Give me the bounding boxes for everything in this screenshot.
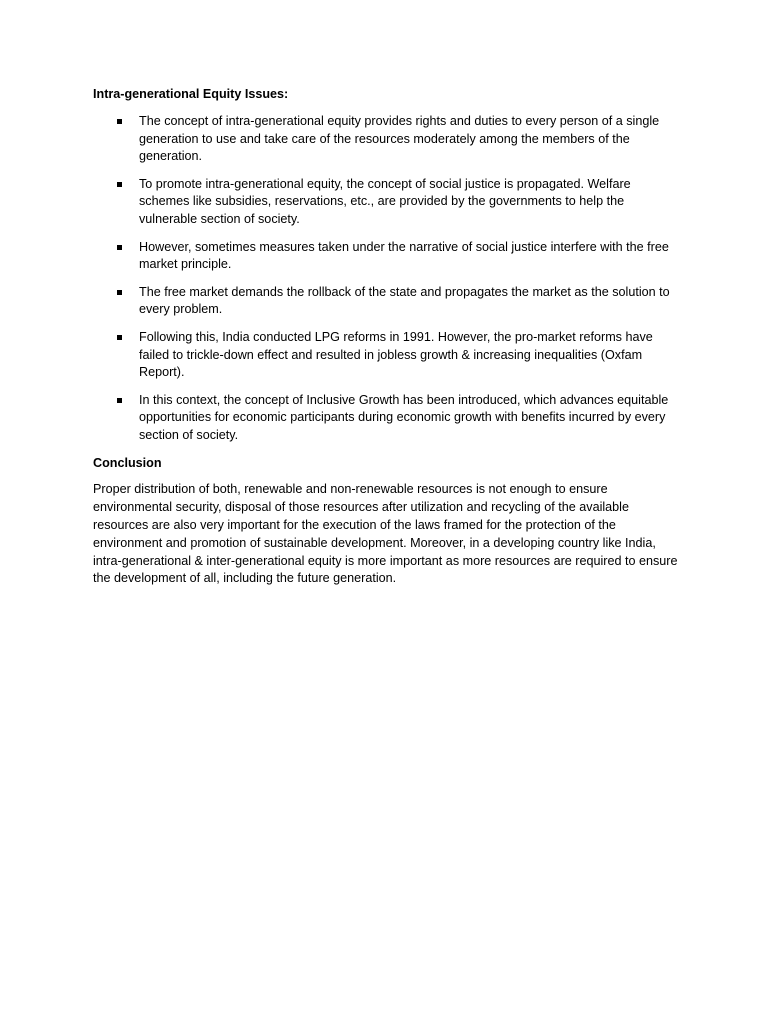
- list-item: [93, 392, 683, 445]
- list-item-text: To promote intra-generational equity, the concept of social justice is propagated. Welfare schemes like subsidies, reservations, etc., are provided by the governments to help the vulnerable section of society.: [139, 176, 631, 227]
- list-item-text: The concept of intra-generational equity provides rights and duties to every person of a single generation to use and take care of the resources moderately among the members of the generation.: [139, 113, 660, 164]
- list-item: [93, 176, 683, 229]
- section-heading: Intra-generational Equity Issues:: [93, 87, 289, 101]
- list-item-text: However, sometimes measures taken under the narrative of social justice interfere with the free market principle.: [139, 239, 669, 272]
- bullet-list: [93, 113, 683, 445]
- square-bullet-icon: [117, 335, 122, 340]
- document-page: [93, 86, 683, 588]
- conclusion-heading: Conclusion: [93, 455, 162, 470]
- square-bullet-icon: [117, 245, 122, 250]
- list-item-text: The free market demands the rollback of the state and propagates the market as the solution to every problem.: [139, 284, 670, 317]
- list-item-text: In this context, the concept of Inclusive Growth has been introduced, which advances equitable opportunities for economic participants during economic growth with benefits incurred by every section of society.: [139, 392, 669, 443]
- square-bullet-icon: [117, 119, 122, 124]
- square-bullet-icon: [117, 182, 122, 187]
- list-item: [93, 329, 683, 382]
- conclusion-paragraph: Proper distribution of both, renewable and non-renewable resources is not enough to ensure environmental security, disposal of those resources after utilization and recycling of the available resources are also very important for the execution of the laws framed for the protection of the environment and promotion of sustainable development. Moreover, in a developing country like India, intra-generational & inter-generational equity is more important as more resources are required to ensure the development of all, including the future generation.: [93, 482, 678, 586]
- list-item-text: Following this, India conducted LPG reforms in 1991. However, the pro-market reforms have failed to trickle-down effect and resulted in jobless growth & increasing inequalities (Oxfam Report).: [139, 329, 653, 380]
- square-bullet-icon: [117, 398, 122, 403]
- list-item: [93, 113, 683, 166]
- square-bullet-icon: [117, 290, 122, 295]
- list-item: [93, 284, 683, 320]
- list-item: [93, 239, 683, 275]
